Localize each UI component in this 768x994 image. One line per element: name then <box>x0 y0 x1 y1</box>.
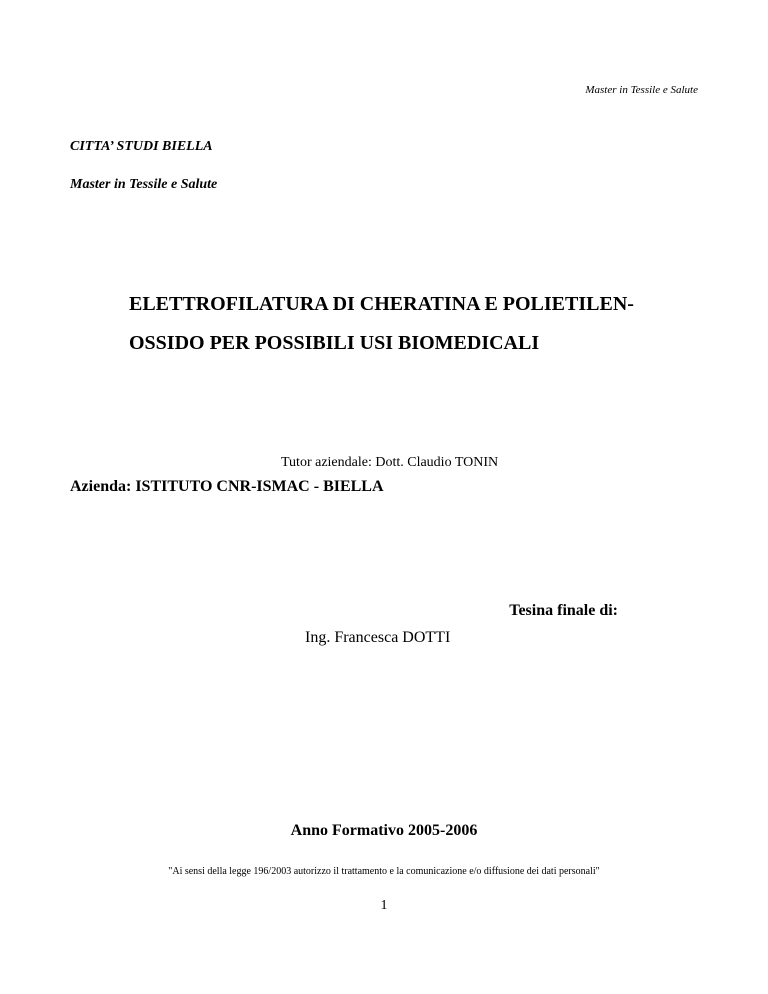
program-name: Master in Tessile e Salute <box>70 177 218 192</box>
academic-year: Anno Formativo 2005-2006 <box>290 822 478 839</box>
thesis-title-line-1: ELETTROFILATURA DI CHERATINA E POLIETILEN- <box>129 293 634 315</box>
page-number: 1 <box>380 898 388 913</box>
running-header: Master in Tessile e Salute <box>585 84 698 96</box>
thesis-title-line-2: OSSIDO PER POSSIBILI USI BIOMEDICALI <box>129 332 540 354</box>
privacy-notice: "Ai sensi della legge 196/2003 autorizzo il trattamento e la comunicazione e/o diffusione dei dati personali" <box>168 866 600 877</box>
company-line: Azienda: ISTITUTO CNR-ISMAC - BIELLA <box>70 478 384 495</box>
author-name: Ing. Francesca DOTTI <box>305 629 451 646</box>
tutor-line: Tutor aziendale: Dott. Claudio TONIN <box>281 455 499 470</box>
thesis-author-label: Tesina finale di: <box>509 602 618 619</box>
institution-name: CITTA’ STUDI BIELLA <box>70 139 213 154</box>
